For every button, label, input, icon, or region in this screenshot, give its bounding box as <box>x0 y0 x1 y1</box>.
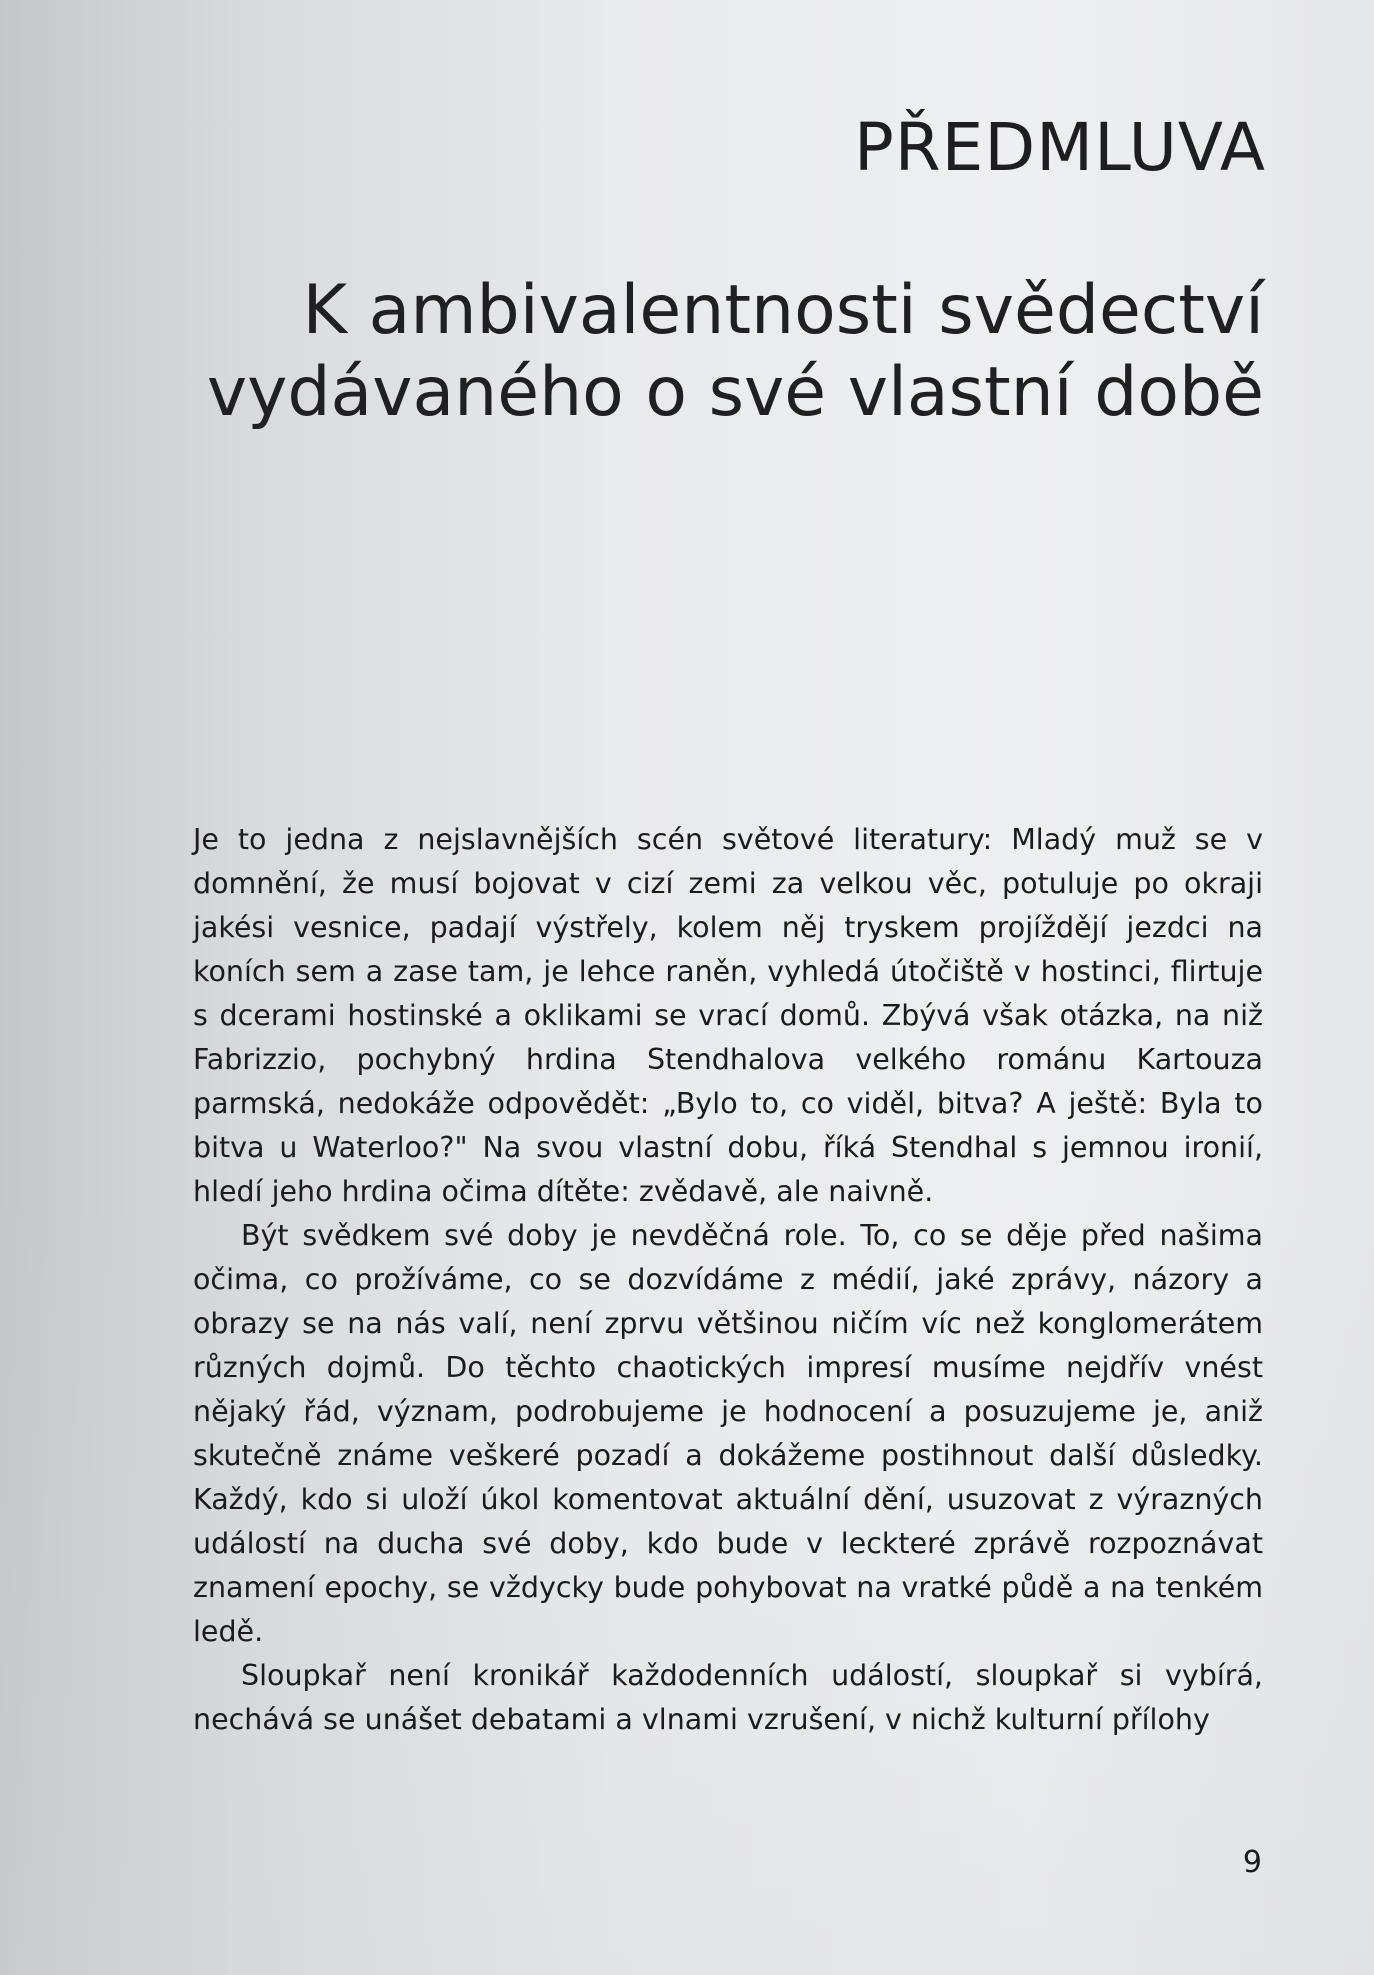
section-heading: PŘEDMLUVA <box>854 109 1266 186</box>
paragraph-1: Je to jedna z nejslavnějších scén světové literatury: Mladý muž se v domnění, že musí bojovat v cizí zemi za velkou věc, potuluje po okraji jakési vesnice, padají výstřely, kolem něj tryskem projíždějí jezdci na koních sem a zase tam, je lehce raněn, vyhledá útočiště v hostinci, flirtuje s dcerami hostinské a oklikami se vrací domů. Zbývá však otázka, na niž Fabrizzio, pochybný hrdina Stendhalova velkého románu Kartouza parmská, nedokáže odpovědět: „Bylo to, co viděl, bitva? A ještě: Byla to bitva u Waterloo?" Na svou vlastní dobu, říká Stendhal s jemnou ironií, hledí jeho hrdina očima dítěte: zvědavě, ale naivně. <box>193 823 1263 1208</box>
body-text <box>193 818 1263 1742</box>
paragraph-3: Sloupkař není kronikář každodenních událostí, sloupkař si vybírá, nechává se unášet debatami a vlnami vzrušení, v nichž kulturní přílohy <box>193 1659 1263 1736</box>
chapter-title <box>164 270 1264 434</box>
chapter-title-line-2: vydávaného o své vlastní době <box>206 353 1264 432</box>
page-number: 9 <box>1242 1845 1262 1880</box>
paragraph-2: Být svědkem své doby je nevděčná role. To, co se děje před našima očima, co prožíváme, co se dozvídáme z médií, jaké zprávy, názory a obrazy se na nás valí, není zprvu většinou ničím víc než konglomerátem různých dojmů. Do těchto chaotických impresí musíme nejdřív vnést nějaký řád, význam, podrobujeme je hodnocení a posuzujeme je, aniž skutečně známe veškeré pozadí a dokážeme postihnout další důsledky. Každý, kdo si uloží úkol komentovat aktuální dění, usuzovat z výrazných událostí na ducha své doby, kdo bude v leckteré zprávě rozpoznávat znamení epochy, se vždycky bude pohybovat na vratké půdě a na tenkém ledě. <box>193 1219 1263 1648</box>
chapter-title-line-1: K ambivalentnosti svědectví <box>302 271 1264 350</box>
